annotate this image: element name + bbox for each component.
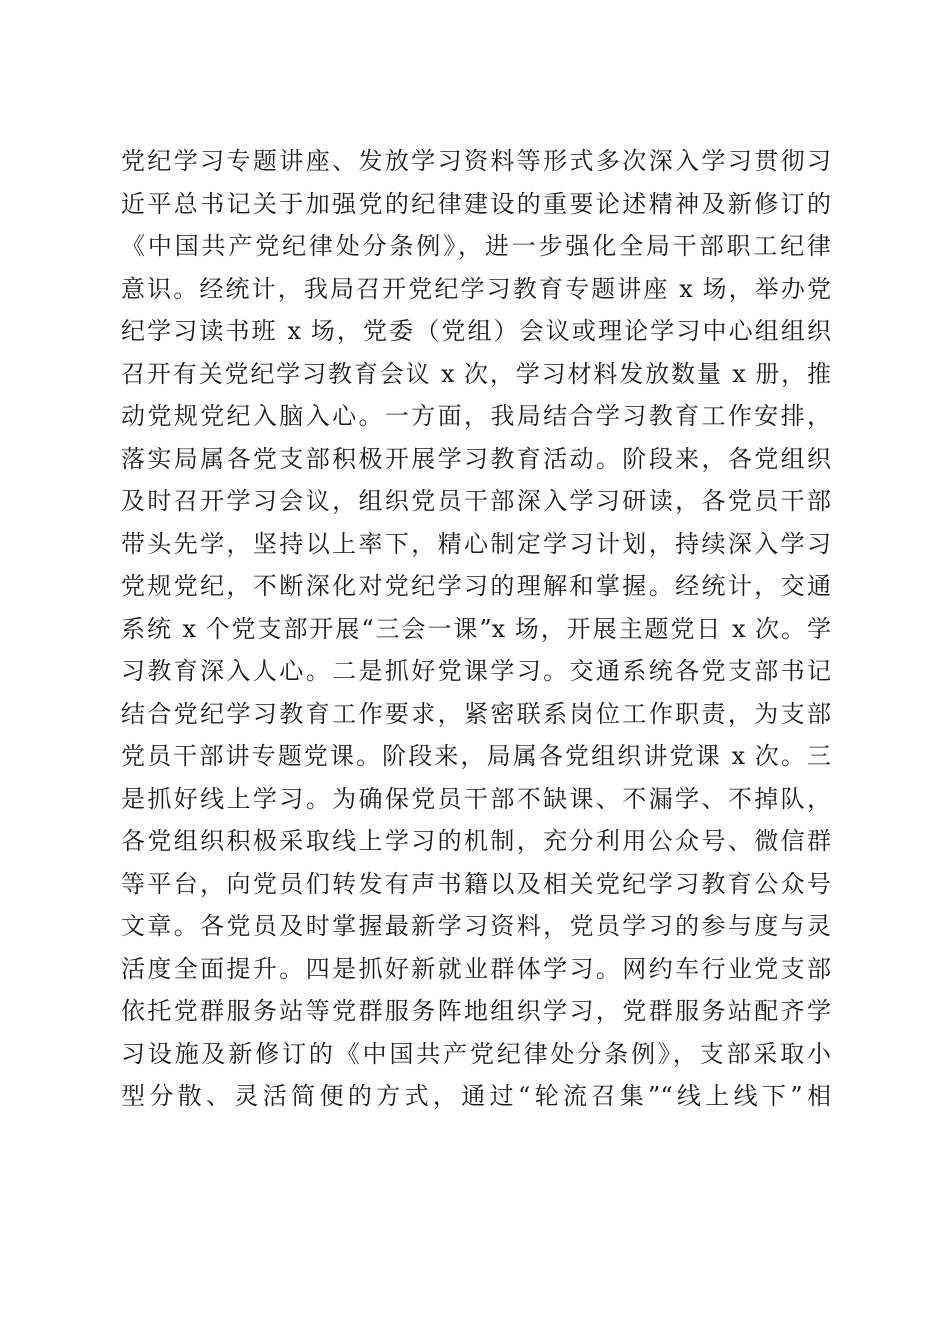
- text-line: 意识。经统计，我局召开党纪学习教育专题讲座 x 场，举办党: [121, 274, 831, 303]
- text-line: 习教育深入人心。二是抓好党课学习。交通系统各党支部书记: [121, 657, 831, 685]
- text-line: 纪学习读书班 x 场，党委（党组）会议或理论学习中心组组织: [121, 317, 831, 345]
- text-line: 各党组织积极采取线上学习的机制，充分利用公众号、微信群: [121, 827, 831, 855]
- text-line: 召开有关党纪学习教育会议 x 次，学习材料发放数量 x 册，推: [121, 359, 831, 388]
- text-line: 带头先学，坚持以上率下，精心制定学习计划，持续深入学习: [121, 529, 831, 558]
- text-line: 系统 x 个党支部开展“三会一课”x 场，开展主题党日 x 次。学: [121, 614, 831, 643]
- text-line: 党纪学习专题讲座、发放学习资料等形式多次深入学习贯彻习: [121, 147, 831, 175]
- text-line: 结合党纪学习教育工作要求，紧密联系岗位工作职责，为支部: [121, 699, 831, 728]
- text-line: 文章。各党员及时掌握最新学习资料，党员学习的参与度与灵: [121, 912, 831, 940]
- text-line: 型分散、灵活简便的方式，通过“轮流召集”“线上线下”相: [121, 1082, 831, 1110]
- text-line: 近平总书记关于加强党的纪律建设的重要论述精神及新修订的: [121, 189, 831, 218]
- text-line: 活度全面提升。四是抓好新就业群体学习。网约车行业党支部: [121, 954, 831, 983]
- text-line: 动党规党纪入脑入心。一方面，我局结合学习教育工作安排，: [121, 402, 831, 430]
- text-line: 《中国共产党纪律处分条例》，进一步强化全局干部职工纪律: [121, 232, 831, 260]
- text-line: 等平台，向党员们转发有声书籍以及相关党纪学习教育公众号: [121, 869, 831, 898]
- text-line: 习设施及新修订的《中国共产党纪律处分条例》，支部采取小: [121, 1039, 831, 1068]
- text-line: 依托党群服务站等党群服务阵地组织学习，党群服务站配齐学: [121, 997, 831, 1025]
- text-line: 党规党纪，不断深化对党纪学习的理解和掌握。经统计，交通: [121, 572, 831, 600]
- text-line: 落实局属各党支部积极开展学习教育活动。阶段来，各党组织: [121, 444, 831, 473]
- text-line: 及时召开学习会议，组织党员干部深入学习研读，各党员干部: [121, 487, 831, 515]
- text-line: 是抓好线上学习。为确保党员干部不缺课、不漏学、不掉队，: [121, 784, 831, 813]
- text-line: 党员干部讲专题党课。阶段来，局属各党组织讲党课 x 次。三: [121, 742, 831, 770]
- body-paragraph: [121, 140, 831, 1118]
